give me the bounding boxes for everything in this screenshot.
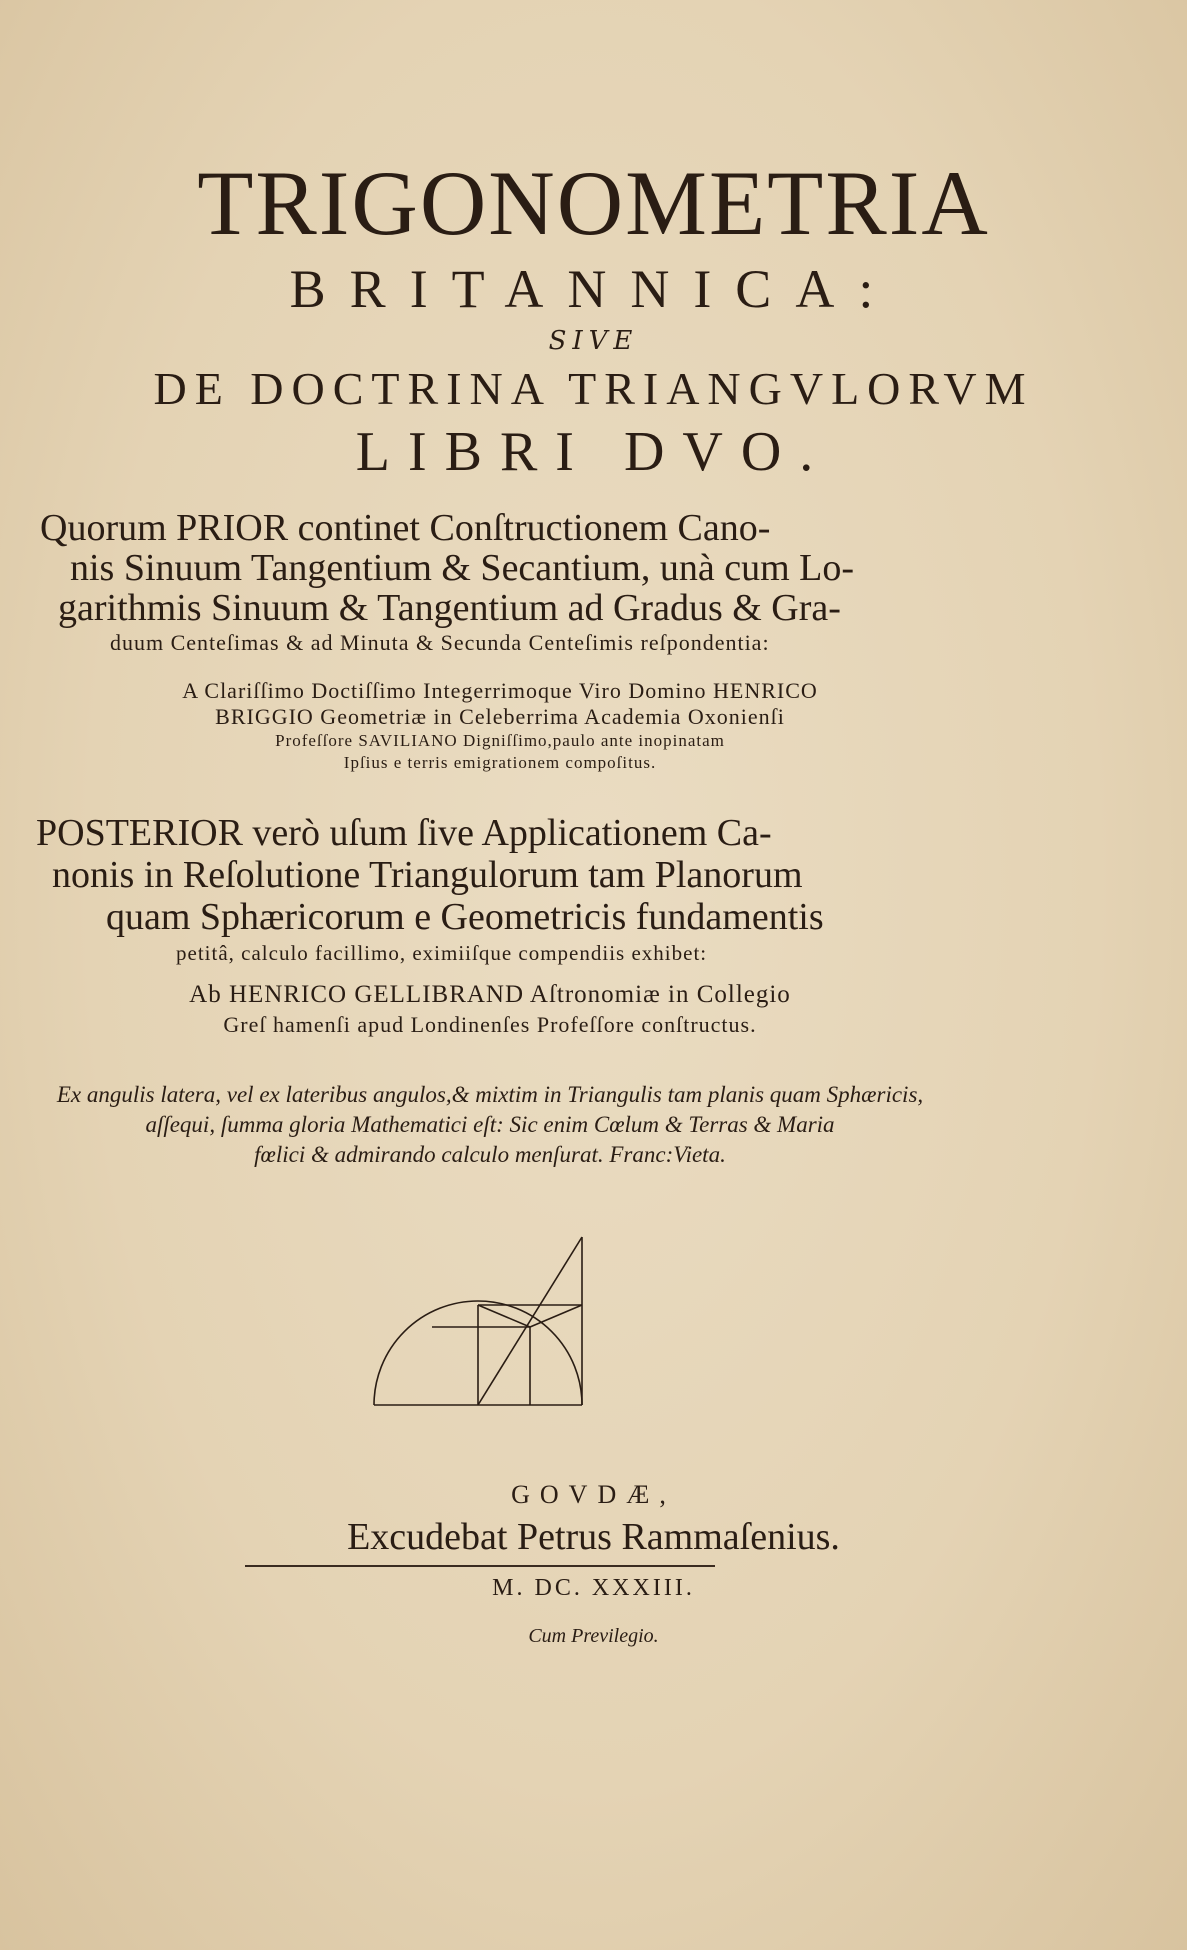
attribution-line: Greſ hamenſi apud Londinenſes Profeſſore conſtructus.: [223, 1012, 757, 1037]
motto-line: Ex angulis latera, vel ex lateribus angulos,& mixtim in Triangulis tam planis quam Sphæricis,: [56, 1082, 924, 1107]
geometric-diagram-icon: [370, 1235, 590, 1410]
motto-line: aſſequi, ſumma gloria Mathematici eſt: Sic enim Cœlum & Terras & Maria: [145, 1112, 835, 1137]
prior-line: nis Sinuum Tangentium & Secantium, unà cum Lo-: [70, 547, 854, 589]
imprint-date: M. DC. XXXIII.: [492, 1575, 695, 1601]
posterior-line: nonis in Reſolutione Triangulorum tam Planorum: [52, 854, 803, 896]
imprint-printer: Excudebat Petrus Rammaſenius.: [347, 1516, 840, 1558]
prior-line: garithmis Sinuum & Tangentium ad Gradus & Gra-: [58, 587, 841, 629]
attribution-line: Ab HENRICO GELLIBRAND Aſtronomiæ in Collegio: [189, 981, 791, 1008]
prior-line: Quorum PRIOR continet Conſtructionem Cano-: [40, 507, 771, 549]
book-title: TRIGONOMETRIA: [197, 152, 990, 254]
posterior-paragraph: [36, 812, 946, 968]
gellibrand-attribution: [40, 980, 940, 1040]
divider-rule: [245, 1565, 715, 1567]
prior-paragraph: [40, 508, 950, 658]
privilege-note: Cum Previlegio.: [528, 1625, 659, 1647]
attribution-line: A Clariſſimo Doctiſſimo Integerrimoque Viro Domino HENRICO: [182, 678, 818, 703]
sive-word: SIVE: [548, 326, 639, 356]
posterior-line: quam Sphæricorum e Geometricis fundamentis: [106, 896, 824, 938]
doctrina-line: DE DOCTRINA TRIANGVLORVM: [153, 363, 1034, 414]
imprint-place: GOVDÆ,: [511, 1480, 676, 1509]
attribution-line: BRIGGIO Geometriæ in Celeberrima Academia Oxonienſi: [215, 704, 785, 729]
motto-line: fœlici & admirando calculo menſurat. Franc:Vieta.: [254, 1142, 726, 1167]
posterior-line: petitâ, calculo facillimo, eximiiſque compendiis exhibet:: [176, 941, 708, 965]
attribution-line: Ipſius e terris emigrationem compoſitus.: [343, 753, 657, 772]
attribution-line: Profeſſore SAVILIANO Digniſſimo,paulo ante inopinatam: [275, 731, 725, 750]
prior-line: duum Centeſimas & ad Minuta & Secunda Centeſimis reſpondentia:: [110, 630, 770, 655]
book-subtitle: BRITANNICA:: [289, 259, 898, 319]
libri-duo-line: LIBRI DVO.: [355, 421, 832, 483]
posterior-line: POSTERIOR verò uſum ſive Applicationem Ca-: [36, 812, 772, 854]
briggs-attribution: [100, 678, 900, 774]
diagonal-line: [478, 1305, 530, 1327]
vieta-motto: [30, 1080, 950, 1170]
